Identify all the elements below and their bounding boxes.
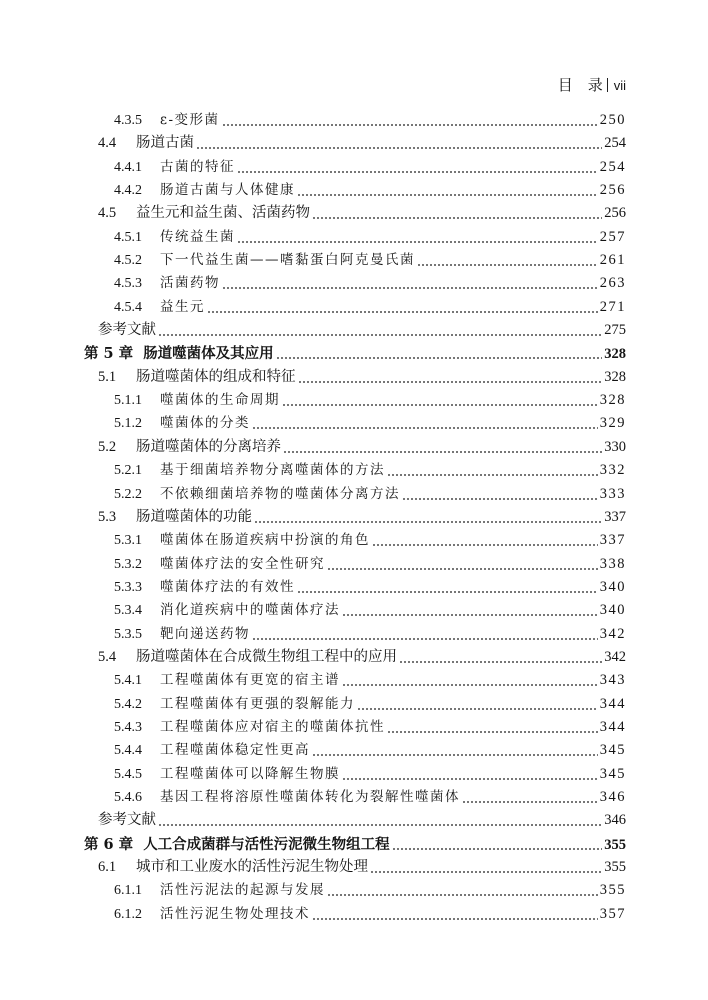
toc-entry-number: 4.5.3 bbox=[114, 276, 142, 292]
toc-entry-title: 活性污泥生物处理技术 bbox=[160, 905, 310, 922]
toc-entry-number: 5.3 bbox=[98, 508, 117, 525]
toc-entry-section[interactable] bbox=[84, 202, 626, 225]
toc-entry-page: 344 bbox=[599, 718, 626, 735]
dot-leader bbox=[392, 833, 603, 856]
toc-entry-page: 256 bbox=[604, 205, 626, 222]
toc-entry-page: 337 bbox=[599, 532, 626, 549]
toc-entry-page: 342 bbox=[599, 625, 626, 642]
dot-leader bbox=[387, 716, 598, 739]
toc-entry-number: 5.4.6 bbox=[114, 789, 142, 805]
toc-entry-page: 250 bbox=[599, 112, 626, 128]
toc-entry-title: 噬菌体的生命周期 bbox=[160, 392, 280, 409]
toc-entry-page: 342 bbox=[604, 648, 626, 665]
toc-entry-section[interactable] bbox=[84, 436, 626, 459]
toc-entry-page: 257 bbox=[599, 228, 626, 245]
toc-entry-page: 330 bbox=[604, 438, 626, 455]
header-page-number: vii bbox=[613, 78, 626, 93]
toc-entry-subsection[interactable] bbox=[84, 272, 626, 295]
toc-entry-title: 靶向递送药物 bbox=[160, 625, 250, 642]
dot-leader bbox=[222, 272, 598, 295]
toc-entry-subsection[interactable] bbox=[84, 669, 626, 692]
toc-entry-page: 271 bbox=[599, 298, 626, 315]
toc-entry-title: 下一代益生菌——嗜黏蛋白阿克曼氏菌 bbox=[160, 252, 415, 269]
dot-leader bbox=[276, 342, 603, 365]
toc-entry-page: 345 bbox=[599, 765, 626, 782]
toc-entry-page: 333 bbox=[599, 485, 626, 502]
toc-entry-subsection[interactable] bbox=[84, 459, 626, 482]
toc-entry-number: 4.3.5 bbox=[114, 113, 142, 128]
toc-entry-title: 噬菌体疗法的有效性 bbox=[160, 578, 295, 595]
dot-leader bbox=[370, 856, 602, 879]
toc-entry-subsection[interactable] bbox=[84, 412, 626, 435]
dot-leader bbox=[402, 483, 598, 506]
dot-leader bbox=[298, 366, 603, 389]
toc-entry-chapter[interactable] bbox=[84, 833, 626, 856]
dot-leader bbox=[282, 389, 598, 412]
toc-entry-subsection[interactable] bbox=[84, 693, 626, 716]
toc-entry-number: 5.3.3 bbox=[114, 579, 142, 595]
toc-entry-number: 5.3.4 bbox=[114, 603, 142, 619]
toc-entry-number: 5.3.5 bbox=[114, 626, 142, 642]
toc-entry-title: 肠道噬菌体的分离培养 bbox=[136, 438, 281, 455]
dot-leader bbox=[342, 763, 598, 786]
toc-entry-title: 噬菌体在肠道疾病中扮演的角色 bbox=[160, 532, 370, 549]
toc-entry-number: 4.5.1 bbox=[114, 229, 142, 245]
toc-entry-number: 6.1 bbox=[98, 859, 117, 875]
toc-entry-title: 工程噬菌体稳定性更高 bbox=[160, 742, 310, 759]
toc-entry-page: 340 bbox=[599, 578, 626, 595]
toc-entry-title: 噬菌体的分类 bbox=[160, 415, 250, 432]
toc-entry-number: 5.3.2 bbox=[114, 556, 142, 572]
toc-entry-subsection[interactable] bbox=[84, 483, 626, 506]
toc-entry-refs[interactable] bbox=[84, 319, 626, 342]
dot-leader bbox=[283, 436, 602, 459]
toc-entry-number: 5.1.2 bbox=[114, 416, 142, 432]
dot-leader bbox=[254, 506, 602, 529]
header-divider bbox=[607, 78, 608, 92]
toc-entry-title: 肠道噬菌体在合成微生物组工程中的应用 bbox=[136, 648, 397, 665]
dot-leader bbox=[327, 553, 598, 576]
toc-entry-number: 5.4.5 bbox=[114, 766, 142, 782]
toc-entry-section[interactable] bbox=[84, 646, 626, 669]
toc-entry-number: 5.1 bbox=[98, 368, 117, 385]
toc-entry-title: 不依赖细菌培养物的噬菌体分离方法 bbox=[160, 485, 400, 502]
toc-entry-number: 5.4 bbox=[98, 648, 117, 665]
toc-entry-number: 5.4.1 bbox=[114, 673, 142, 689]
toc-entry-page: 263 bbox=[599, 275, 626, 292]
toc-entry-page: 328 bbox=[604, 368, 626, 385]
toc-entry-number: 5.2 bbox=[98, 438, 117, 455]
dot-leader bbox=[327, 879, 598, 902]
toc-entry-page: 275 bbox=[604, 322, 626, 339]
toc-entry-number: 4.5.2 bbox=[114, 253, 142, 269]
dot-leader bbox=[399, 646, 602, 669]
toc-entry-title: 活菌药物 bbox=[160, 275, 220, 292]
toc-entry-number: 5.2.2 bbox=[114, 486, 142, 502]
dot-leader bbox=[462, 786, 598, 809]
toc-entry-number: 4.5 bbox=[98, 205, 117, 222]
toc-entry-title: 肠道噬菌体的组成和特征 bbox=[136, 368, 296, 385]
toc-entry-number: 5.2.1 bbox=[114, 463, 142, 479]
toc-entry-number: 4.4 bbox=[98, 135, 117, 152]
toc-entry-subsection[interactable] bbox=[84, 226, 626, 249]
toc-entry-section[interactable] bbox=[84, 132, 626, 155]
toc-entry-subsection[interactable] bbox=[84, 249, 626, 272]
dot-leader bbox=[158, 319, 602, 342]
toc-entry-page: 343 bbox=[599, 672, 626, 689]
toc-entry-page: 254 bbox=[604, 135, 626, 152]
toc-entry-subsection[interactable] bbox=[84, 109, 626, 132]
toc-entry-number: 4.4.2 bbox=[114, 183, 142, 199]
toc-entry-title: 工程噬菌体应对宿主的噬菌体抗性 bbox=[160, 718, 385, 735]
dot-leader bbox=[252, 623, 598, 646]
toc-entry-page: 355 bbox=[599, 882, 626, 899]
toc-entry-title: 工程噬菌体可以降解生物膜 bbox=[160, 765, 340, 782]
toc-entry-page: 338 bbox=[599, 555, 626, 572]
dot-leader bbox=[342, 669, 598, 692]
toc-entry-number: 5.4.3 bbox=[114, 719, 142, 735]
toc-entry-number: 6.1.1 bbox=[114, 883, 142, 899]
toc-entry-title: 消化道疾病中的噬菌体疗法 bbox=[160, 602, 340, 619]
toc-entry-section[interactable] bbox=[84, 366, 626, 389]
dot-leader bbox=[237, 156, 598, 179]
toc-entry-subsection[interactable] bbox=[84, 553, 626, 576]
toc-entry-title: 基于细菌培养物分离噬菌体的方法 bbox=[160, 462, 385, 479]
toc-entry-title: 工程噬菌体有更强的裂解能力 bbox=[160, 695, 355, 712]
toc-entry-page: 328 bbox=[604, 346, 626, 363]
toc-entry-subsection[interactable] bbox=[84, 623, 626, 646]
toc-entry-page: 340 bbox=[599, 602, 626, 619]
toc-entry-number: 5.3.1 bbox=[114, 533, 142, 549]
dot-leader bbox=[158, 809, 602, 832]
dot-leader bbox=[207, 296, 598, 319]
toc-entry-number: 4.5.4 bbox=[114, 299, 142, 315]
dot-leader bbox=[387, 459, 598, 482]
dot-leader bbox=[297, 179, 598, 202]
toc-entry-page: 329 bbox=[599, 415, 626, 432]
toc-entry-page: 256 bbox=[599, 182, 626, 199]
toc-entry-title: 工程噬菌体有更宽的宿主谱 bbox=[160, 672, 340, 689]
dot-leader bbox=[297, 576, 598, 599]
toc-entry-number: 5.4.4 bbox=[114, 743, 142, 759]
dot-leader bbox=[252, 412, 598, 435]
toc-entry-refs[interactable] bbox=[84, 809, 626, 832]
toc-entry-number: 4.4.1 bbox=[114, 159, 142, 175]
toc-entry-number: 第 5 章 bbox=[84, 345, 134, 363]
toc-entry-page: 328 bbox=[599, 392, 626, 409]
toc-entry-subsection[interactable] bbox=[84, 786, 626, 809]
toc-entry-title: 传统益生菌 bbox=[160, 228, 235, 245]
toc-entry-page: 254 bbox=[599, 158, 626, 175]
toc-entry-page: 344 bbox=[599, 695, 626, 712]
toc-entry-page: 332 bbox=[599, 462, 626, 479]
toc-entry-title: 古菌的特征 bbox=[160, 158, 235, 175]
toc-entry-title: 肠道噬菌体及其应用 bbox=[143, 345, 274, 363]
toc-entry-page: 345 bbox=[599, 742, 626, 759]
running-header bbox=[558, 75, 626, 96]
dot-leader bbox=[342, 599, 598, 622]
toc-entry-page: 337 bbox=[604, 508, 626, 525]
dot-leader bbox=[312, 202, 602, 225]
dot-leader bbox=[357, 693, 598, 716]
toc-entry-number: 6.1.2 bbox=[114, 906, 142, 922]
toc-entry-title: 参考文献 bbox=[98, 322, 156, 339]
toc-entry-subsection[interactable] bbox=[84, 716, 626, 739]
toc-entry-number: 第 6 章 bbox=[84, 835, 134, 853]
toc-entry-subsection[interactable] bbox=[84, 529, 626, 552]
table-of-contents bbox=[84, 109, 626, 926]
toc-entry-subsection[interactable] bbox=[84, 599, 626, 622]
toc-entry-page: 346 bbox=[604, 812, 626, 829]
toc-entry-title: 城市和工业废水的活性污泥生物处理 bbox=[136, 859, 368, 875]
toc-entry-title: 噬菌体疗法的安全性研究 bbox=[160, 555, 325, 572]
toc-entry-subsection[interactable] bbox=[84, 156, 626, 179]
toc-entry-title: ε-变形菌 bbox=[160, 112, 220, 128]
toc-entry-title: 肠道古菌与人体健康 bbox=[160, 182, 295, 199]
toc-entry-subsection[interactable] bbox=[84, 879, 626, 902]
dot-leader bbox=[372, 529, 598, 552]
toc-entry-chapter[interactable] bbox=[84, 342, 626, 365]
dot-leader bbox=[312, 903, 598, 926]
toc-entry-page: 357 bbox=[599, 905, 626, 922]
toc-entry-page: 261 bbox=[599, 252, 626, 269]
toc-entry-title: 益生元 bbox=[160, 298, 205, 315]
toc-entry-section[interactable] bbox=[84, 506, 626, 529]
toc-entry-title: 肠道古菌 bbox=[136, 135, 194, 152]
dot-leader bbox=[312, 739, 598, 762]
dot-leader bbox=[417, 249, 598, 272]
toc-entry-subsection[interactable] bbox=[84, 739, 626, 762]
toc-entry-title: 基因工程将溶原性噬菌体转化为裂解性噬菌体 bbox=[160, 788, 460, 805]
toc-entry-section[interactable] bbox=[84, 856, 626, 879]
toc-entry-subsection[interactable] bbox=[84, 389, 626, 412]
toc-entry-title: 参考文献 bbox=[98, 812, 156, 829]
toc-entry-number: 5.4.2 bbox=[114, 696, 142, 712]
toc-entry-page: 355 bbox=[604, 859, 626, 875]
header-title: 目 录 bbox=[557, 76, 603, 94]
toc-entry-subsection[interactable] bbox=[84, 576, 626, 599]
toc-entry-page: 346 bbox=[599, 788, 626, 805]
toc-entry-subsection[interactable] bbox=[84, 179, 626, 202]
dot-leader bbox=[237, 226, 598, 249]
toc-entry-number: 5.1.1 bbox=[114, 393, 142, 409]
toc-entry-subsection[interactable] bbox=[84, 763, 626, 786]
toc-entry-title: 人工合成菌群与活性污泥微生物组工程 bbox=[143, 835, 390, 853]
dot-leader bbox=[222, 109, 598, 132]
toc-entry-title: 活性污泥法的起源与发展 bbox=[160, 882, 325, 899]
toc-entry-page: 355 bbox=[604, 836, 626, 853]
toc-entry-title: 益生元和益生菌、活菌药物 bbox=[136, 205, 310, 222]
toc-entry-subsection[interactable] bbox=[84, 296, 626, 319]
dot-leader bbox=[196, 132, 602, 155]
toc-entry-subsection[interactable] bbox=[84, 903, 626, 926]
toc-entry-title: 肠道噬菌体的功能 bbox=[136, 508, 252, 525]
